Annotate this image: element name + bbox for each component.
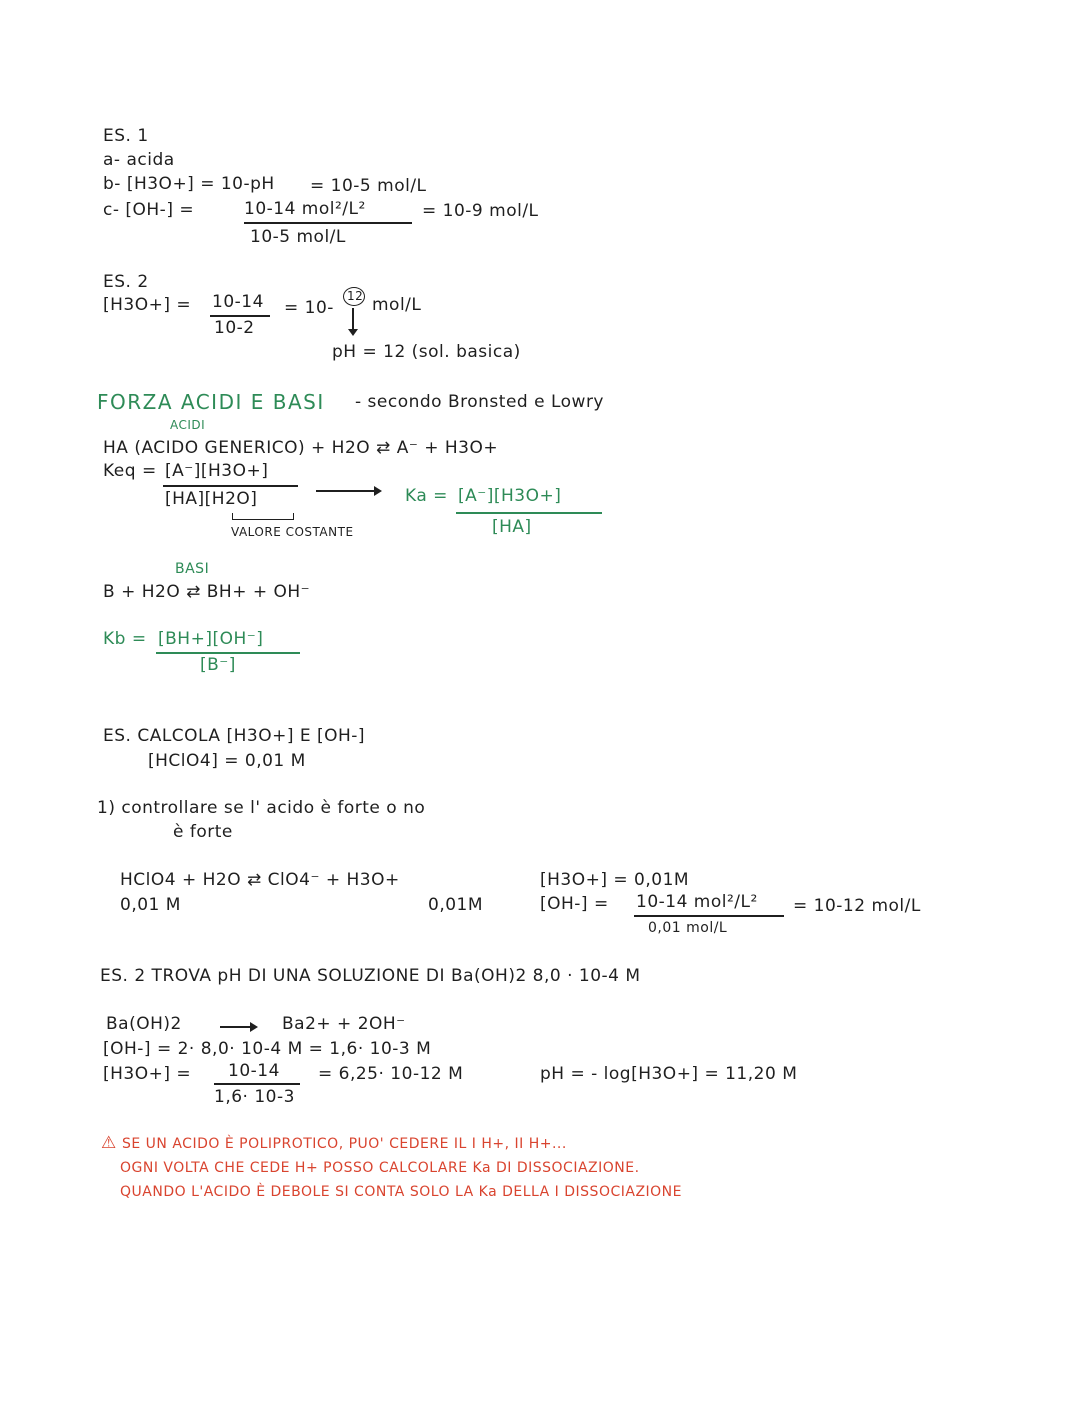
keq-to-ka-arrow-icon <box>316 490 380 492</box>
es2b-h3o-result: = 6,25· 10-12 M <box>318 1064 464 1084</box>
es2b-reaction-arrow-icon <box>220 1026 256 1028</box>
es2-num: 10-14 <box>212 292 264 312</box>
es2-down-arrow-icon <box>352 308 354 334</box>
keq-den: [HA][H2O] <box>165 489 258 509</box>
ka-fraction-bar <box>456 512 602 514</box>
kb-den: [B⁻] <box>200 655 236 675</box>
es1-title: ES. 1 <box>103 126 149 146</box>
es1-c-left: c- [OH-] = <box>103 200 195 220</box>
es1-c-result: = 10-9 mol/L <box>422 201 539 221</box>
calc-oh-den: 0,01 mol/L <box>648 920 728 936</box>
es2b-ph: pH = - log[H3O+] = 11,20 M <box>540 1064 798 1084</box>
calc-conc-right: 0,01M <box>428 895 484 915</box>
es1-b-left: b- [H3O+] = 10-pH <box>103 174 275 194</box>
kb-label: Kb = <box>103 629 147 649</box>
ka-label: Ka = <box>405 486 448 506</box>
es1-c-den: 10-5 mol/L <box>250 227 346 247</box>
calc-reaction: HClO4 + H2O ⇄ ClO4⁻ + H3O+ <box>120 870 400 890</box>
note-line1: SE UN ACIDO È POLIPROTICO, PUO' CEDERE IL I H+, II H+... <box>122 1136 567 1152</box>
es1-b-right: = 10-5 mol/L <box>310 176 427 196</box>
calc-step1a: 1) controllare se l' acido è forte o no <box>97 798 426 818</box>
es2b-h3o-fraction-bar <box>214 1083 300 1085</box>
note-line2: OGNI VOLTA CHE CEDE H+ POSSO CALCOLARE Ka DI DISSOCIAZIONE. <box>120 1160 640 1176</box>
calc-oh-result: = 10-12 mol/L <box>793 896 921 916</box>
es1-a: a- acida <box>103 150 175 170</box>
keq-brace <box>232 513 294 520</box>
forza-subtitle: - secondo Bronsted e Lowry <box>355 392 604 412</box>
kb-fraction-bar <box>156 652 300 654</box>
acidi-label: ACIDI <box>170 418 206 432</box>
es2b-h3o-num: 10-14 <box>228 1061 280 1081</box>
es2b-reaction-left: Ba(OH)2 <box>106 1014 182 1034</box>
calc-oh-num: 10-14 mol²/L² <box>636 892 758 912</box>
ka-den: [HA] <box>492 517 532 537</box>
es2-fraction-bar <box>210 315 270 317</box>
calc-line1: ES. CALCOLA [H3O+] E [OH-] <box>103 726 366 746</box>
es1-fraction-bar <box>244 222 412 224</box>
kb-num: [BH+][OH⁻] <box>158 629 264 649</box>
calc-step1b: è forte <box>173 822 233 842</box>
es2-unit: mol/L <box>372 295 422 315</box>
keq-fraction-bar <box>163 485 298 487</box>
calc-oh-left: [OH-] = <box>540 894 609 914</box>
es2b-h3o-den: 1,6· 10-3 <box>214 1087 295 1107</box>
basi-label: BASI <box>175 561 210 577</box>
forza-title: FORZA ACIDI E BASI <box>97 390 325 414</box>
es2-den: 10-2 <box>214 318 255 338</box>
base-reaction: B + H2O ⇄ BH+ + OH⁻ <box>103 582 311 602</box>
es1-c-num: 10-14 mol²/L² <box>244 199 366 219</box>
keq-label: Keq = <box>103 461 157 481</box>
ka-num: [A⁻][H3O+] <box>458 486 562 506</box>
note-line3: QUANDO L'ACIDO È DEBOLE SI CONTA SOLO LA Ka DELLA I DISSOCIAZIONE <box>120 1184 683 1200</box>
calc-conc-left: 0,01 M <box>120 895 181 915</box>
es2-ph: pH = 12 (sol. basica) <box>332 342 521 362</box>
warning-icon: ⚠ <box>101 1133 117 1153</box>
es2-lhs: [H3O+] = <box>103 295 192 315</box>
es2-circled: 12 <box>347 289 364 303</box>
calc-oh-fraction-bar <box>634 915 784 917</box>
es2b-oh-line: [OH-] = 2· 8,0· 10-4 M = 1,6· 10-3 M <box>103 1039 432 1059</box>
es2b-reaction-right: Ba2+ + 2OH⁻ <box>282 1014 406 1034</box>
calc-h3o: [H3O+] = 0,01M <box>540 870 690 890</box>
es2-eq: = 10- <box>284 298 334 318</box>
valore-costante: VALORE COSTANTE <box>231 525 354 539</box>
es2-title: ES. 2 <box>103 272 149 292</box>
es2b-title: ES. 2 TROVA pH DI UNA SOLUZIONE DI Ba(OH)2 8,0 · 10-4 M <box>100 966 641 986</box>
acid-reaction: HA (ACIDO GENERICO) + H2O ⇄ A⁻ + H3O+ <box>103 438 499 458</box>
es2b-h3o-left: [H3O+] = <box>103 1064 192 1084</box>
keq-num: [A⁻][H3O+] <box>165 461 269 481</box>
calc-line2: [HClO4] = 0,01 M <box>148 751 306 771</box>
